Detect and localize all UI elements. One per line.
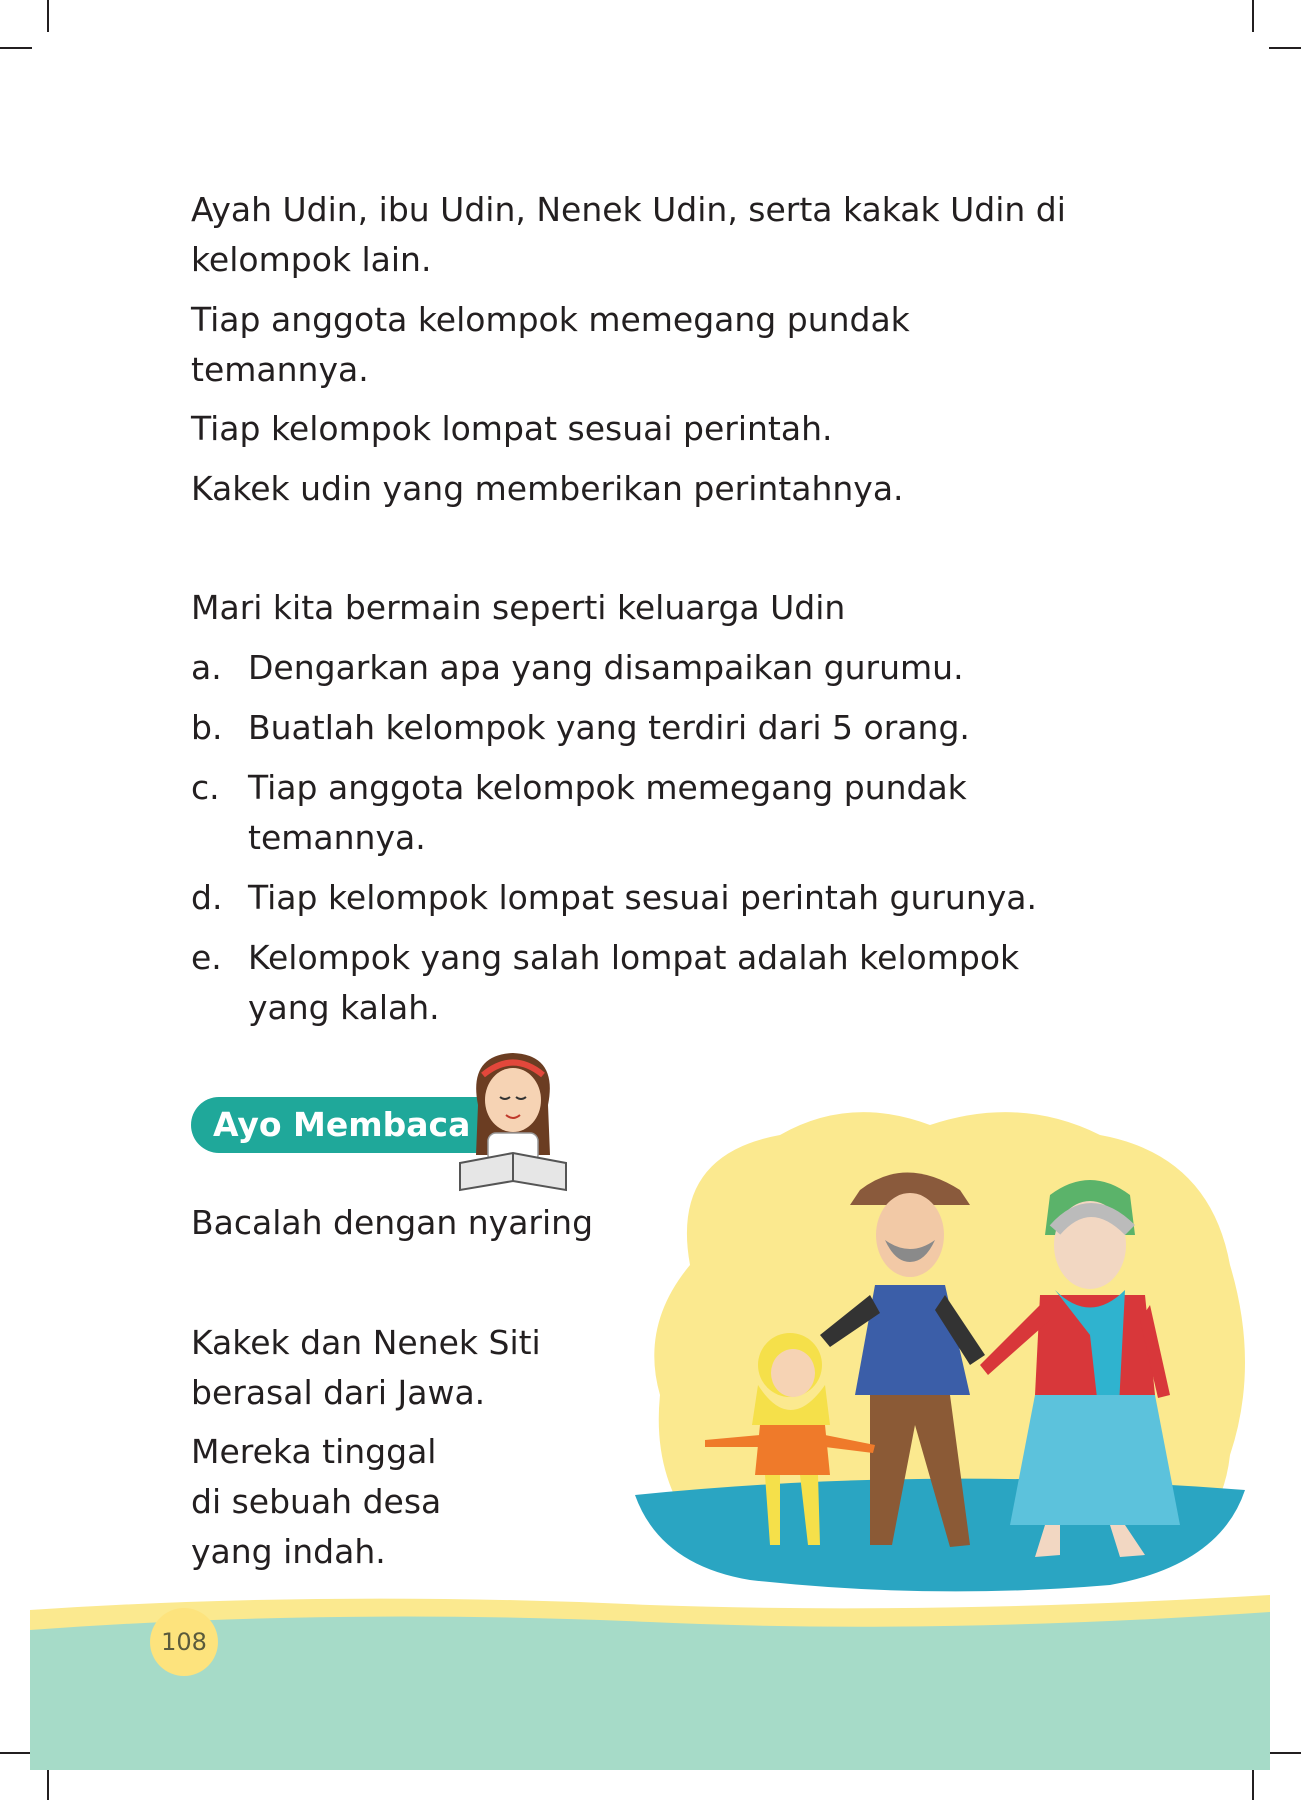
crop-mark (47, 0, 49, 32)
paragraph-intro: Mari kita bermain seperti keluarga Udin (191, 588, 846, 627)
list-item (191, 643, 1071, 693)
story-paragraph-2: Mereka tinggal di sebuah desa yang indah. (191, 1432, 442, 1571)
family-illustration (630, 1095, 1250, 1595)
list-marker: d. (191, 878, 223, 917)
paragraph-command: Kakek udin yang memberikan perintahnya. (191, 469, 904, 508)
instruction-read-aloud: Bacalah dengan nyaring (191, 1203, 594, 1242)
list-text: Kelompok yang salah lompat adalah kelompok yang kalah. (248, 938, 1020, 1027)
list-item (191, 873, 1071, 923)
crop-mark (0, 1752, 32, 1754)
list-marker: a. (191, 648, 222, 687)
paragraph-shoulders: Tiap anggota kelompok memegang pundak temannya. (191, 300, 910, 389)
paragraph-groups: Ayah Udin, ibu Udin, Nenek Udin, serta kakak Udin di kelompok lain. (191, 190, 1066, 279)
list-marker: c. (191, 768, 220, 807)
page-number: 108 (150, 1608, 218, 1676)
list-text: Tiap anggota kelompok memegang pundak temannya. (248, 768, 967, 857)
crop-mark (1269, 1752, 1301, 1754)
footer-wave-band (30, 1590, 1270, 1770)
list-text: Buatlah kelompok yang terdiri dari 5 orang. (248, 708, 970, 747)
list-marker: b. (191, 708, 223, 747)
story-paragraph-1: Kakek dan Nenek Siti berasal dari Jawa. (191, 1323, 541, 1412)
list-item (191, 933, 1071, 1033)
crop-mark (1269, 47, 1301, 49)
paragraph-jump: Tiap kelompok lompat sesuai perintah. (191, 409, 833, 448)
ayo-membaca-badge: Ayo Membaca (191, 1097, 511, 1153)
crop-mark (1252, 0, 1254, 32)
list-text: Dengarkan apa yang disampaikan gurumu. (248, 648, 964, 687)
list-item (191, 763, 1071, 863)
crop-mark (0, 47, 32, 49)
reading-girl-illustration (458, 1045, 568, 1195)
list-item (191, 703, 1071, 753)
instruction-list (191, 643, 1071, 1043)
list-text: Tiap kelompok lompat sesuai perintah gurunya. (248, 878, 1038, 917)
crop-mark (1252, 1768, 1254, 1800)
list-marker: e. (191, 938, 222, 977)
crop-mark (47, 1768, 49, 1800)
